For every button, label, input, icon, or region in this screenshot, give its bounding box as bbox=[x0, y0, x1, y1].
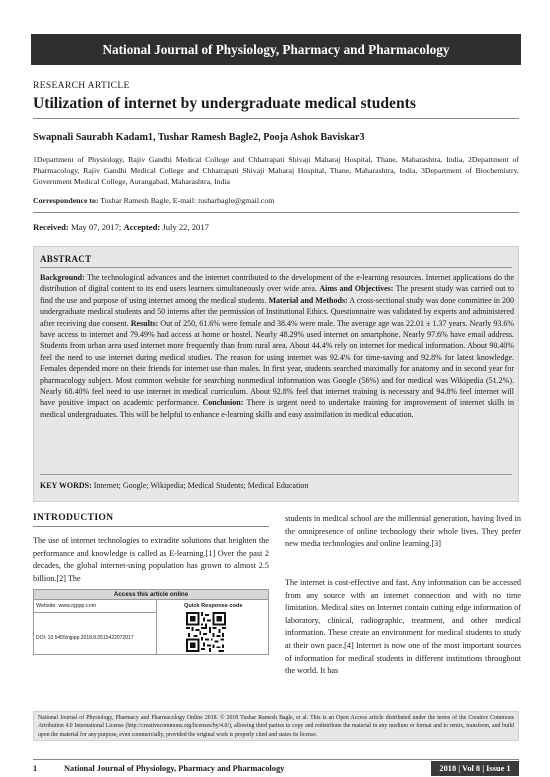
results-text: Out of 250, 61.6% were female and 38.4% were male. The average age was 22.01 ± 1.37 years. Nearly 93.6% have access to internet and 79.49% had access at home or hostel. Nearly 48.29% used internet on smartphone. Nearly 97.6% have email address. Students from urban area used internet more frequently than from rural area. About 44.4% rely on internet for medical information. About 90.40% feel the need to use internet during medical studies. The reason for using internet was 92.4% for time-saving and 92.8% for latest knowledge. Females depended more on their friends for internet use than males. In first year, students searched maximally for anatomy and in second year for pharmacology subject. Most common website for searching nonmedical information was Google (56%) and for medical was Wikipedia (51.2%). Nearly 68.40% feel need to use internet in medical curriculum. About 92.8% feel that internet training is necessary and 94.8% feel internet will have positive impact on academic performance. bbox=[40, 318, 515, 408]
correspondence-rule bbox=[33, 212, 519, 213]
abstract-rule bbox=[40, 267, 512, 268]
access-heading: Access this article online bbox=[34, 590, 268, 600]
keywords-rule bbox=[40, 474, 512, 475]
access-divider bbox=[156, 600, 157, 655]
right-column-paragraph-1: students in medical school are the millennial generation, having lived in the omnipresence of online technology their whole lives. They prefer new media technologies and online learning.[3] bbox=[285, 514, 521, 549]
methods-label: Material and Methods: bbox=[268, 295, 348, 305]
accepted-date: July 22, 2017 bbox=[162, 222, 209, 232]
right-column-paragraph-2: The internet is cost-effective and fast. Any information can be accessed from any source with an internet connection and with no time limitation. Medical sites on Internet contain cutting edge information of laboratory, clinical, radiographic, treatment, and other medical information. These create an environment for medical students to study at their own pace.[4] Internet is now one of the most important sources of information for medical students in different institutions throughout the world. It has bbox=[285, 578, 521, 676]
abstract-heading: ABSTRACT bbox=[40, 254, 92, 264]
aims-label: Aims and Objectives: bbox=[319, 284, 394, 294]
footer-journal: National Journal of Physiology, Pharmacy and Pharmacology bbox=[64, 764, 285, 773]
access-doi[interactable]: DOI: 10.5455/njppp.2018.8.0515422072017 bbox=[36, 635, 134, 641]
correspondence-text: Tushar Ramesh Bagle, E-mail: tusharbagle@gmail.com bbox=[100, 196, 275, 205]
introduction-heading: INTRODUCTION bbox=[33, 512, 114, 523]
keywords bbox=[40, 481, 308, 490]
results-label: Results: bbox=[130, 318, 159, 328]
aims-text: The present study was carried out to find the use and purpose of using internet among the medical students. bbox=[40, 284, 515, 305]
article-title: Utilization of internet by undergraduate medical students bbox=[33, 95, 416, 112]
abstract-box bbox=[33, 246, 519, 502]
access-website[interactable]: Website: www.njppp.com bbox=[36, 603, 97, 609]
methods-text: A cross-sectional study was done committee in 200 undergraduate medical students and 50 interns after the permission of Institutional Ethics. Questionnaire was validated by experts and administered after receiving due consent. bbox=[40, 295, 514, 328]
journal-banner bbox=[31, 34, 521, 65]
introduction-heading-wrap bbox=[33, 512, 269, 523]
keywords-label: KEY WORDS: bbox=[40, 481, 92, 490]
article-type: RESEARCH ARTICLE bbox=[33, 80, 130, 91]
received-label: Received: bbox=[33, 222, 69, 232]
issue-badge: 2018 | Vol 8 | Issue 1 bbox=[431, 761, 519, 776]
keywords-text: Internet; Google; Wikipedia; Medical Students; Medical Education bbox=[93, 481, 309, 490]
background-text: The technological advances and the internet contributed to the development of the e-learning resources. Internet applications do the distribution of digital content to its end users learners simultaneously over wide area. bbox=[40, 273, 515, 294]
journal-title: National Journal of Physiology, Pharmacy and Pharmacology bbox=[102, 41, 450, 57]
authors: Swapnali Saurabh Kadam1, Tushar Ramesh Bagle2, Pooja Ashok Baviskar3 bbox=[33, 132, 365, 143]
page-number: 1 bbox=[33, 764, 38, 773]
footer-rule bbox=[33, 759, 519, 760]
access-divider-h bbox=[34, 612, 156, 613]
correspondence bbox=[33, 196, 274, 205]
dates bbox=[33, 222, 209, 232]
abstract-body bbox=[40, 272, 514, 420]
introduction-rule bbox=[33, 526, 269, 527]
correspondence-label: Correspondence to: bbox=[33, 196, 99, 205]
title-rule bbox=[33, 118, 519, 119]
background-label: Background: bbox=[40, 273, 85, 282]
license-box: National Journal of Physiology, Pharmacy and Pharmacology Online 2018. © 2018 Tushar Ramesh Bagle, et al. This is an Open Access article distributed under the terms of the Creative Commons Attribution 4.0 International License (http://creativecommons.org/licenses/by/4.0/), allowing third parties to copy and redistribute the material in any medium or format and to remix, transform, and build upon the material for any purpose, even commercially, provided the original work is properly cited and states its license. bbox=[33, 711, 519, 741]
received-date: May 07, 2017; bbox=[70, 222, 122, 232]
conclusion-label: Conclusion: bbox=[202, 398, 244, 408]
accepted-label: Accepted: bbox=[123, 222, 161, 232]
affiliations: 1Department of Physiology, Rajiv Gandhi Medical College and Chhatrapati Shivaji Maharaj Hospital, Thane, Maharashtra, India, 2Department of Pharmacology, Rajiv Gandhi Medical College and Chhatrapati Shivaji Maharaj Hospital, Thane, Maharashtra, India, 3Department of Biochemistry, Government Medical College, Aurangabad, Maharashtra, India bbox=[33, 155, 519, 187]
introduction-paragraph: The use of internet technologies to extradite solutions that heighten the performance and knowledge is called as E-learning.[1] Over the past 2 decades, the global internet-using population has grown to almost 2.5 billion.[2] The bbox=[33, 536, 269, 583]
qr-code-icon bbox=[186, 612, 226, 652]
conclusion-text: There is urgent need to undertake training for improvement of internet skills in medical undergraduates. This will be helpful to enhance e-learning skills and easy assimilation in medical education. bbox=[40, 398, 515, 419]
access-box bbox=[33, 589, 269, 655]
qr-label: Quick Response code bbox=[184, 603, 243, 609]
